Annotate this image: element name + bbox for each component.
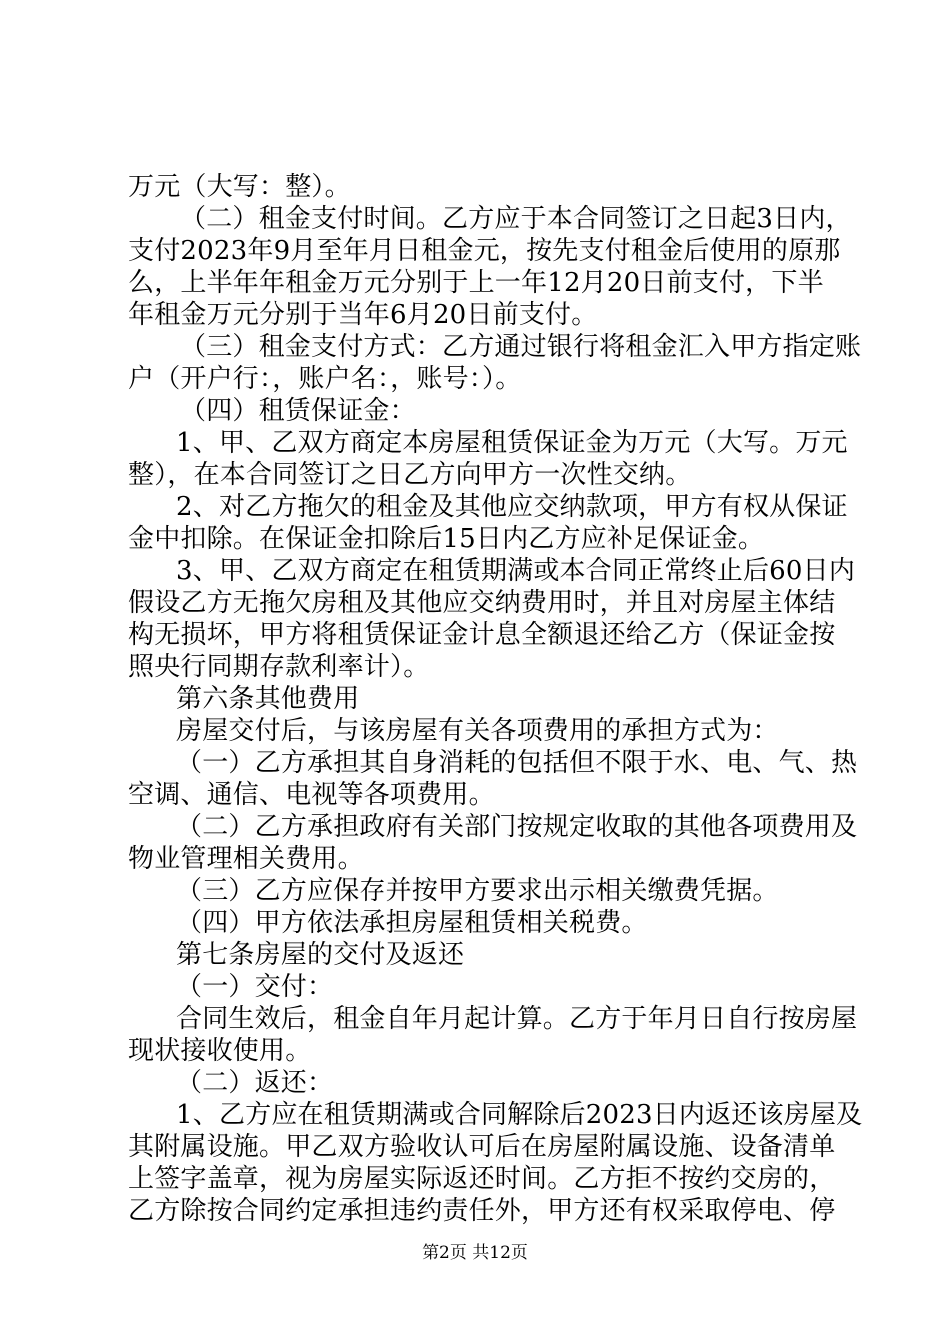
text-line: （三）租金支付方式：乙方通过银行将租金汇入甲方指定账 xyxy=(180,332,862,362)
page-number: 第2页 共12页 xyxy=(422,1243,528,1263)
text-line: 3、甲、乙双方商定在租赁期满或本合同正常终止后60日内 xyxy=(176,556,856,586)
text-line: 构无损坏，甲方将租赁保证金计息全额退还给乙方（保证金按 xyxy=(128,620,836,650)
text-line: （四）甲方依法承担房屋租赁相关税费。 xyxy=(176,908,648,938)
text-line: 物业管理相关费用。 xyxy=(128,844,364,874)
document-body xyxy=(128,171,863,1227)
text-line: 假设乙方无拖欠房租及其他应交纳费用时，并且对房屋主体结 xyxy=(128,588,836,618)
text-line: （一）乙方承担其自身消耗的包括但不限于水、电、气、热 xyxy=(176,748,858,778)
text-line: 照央行同期存款利率计）。 xyxy=(128,652,430,682)
text-line: 支付2023年9月至年月日租金元，按先支付租金后使用的原那 xyxy=(128,236,841,266)
text-line: 1、甲、乙双方商定本房屋租赁保证金为万元（大写。万元 xyxy=(176,428,848,458)
section-heading: 第六条其他费用 xyxy=(176,684,360,714)
text-line: 上签字盖章，视为房屋实际返还时间。乙方拒不按约交房的， xyxy=(128,1164,836,1194)
text-line: 整），在本合同签订之日乙方向甲方一次性交纳。 xyxy=(128,460,692,490)
text-line: 现状接收使用。 xyxy=(128,1036,312,1066)
text-line: 金中扣除。在保证金扣除后15日内乙方应补足保证金。 xyxy=(128,524,765,554)
text-line: 万元（大写：整）。 xyxy=(128,172,351,202)
text-line: （二）租金支付时间。乙方应于本合同签订之日起3日内， xyxy=(180,204,852,234)
text-line: 房屋交付后，与该房屋有关各项费用的承担方式为： xyxy=(176,716,779,746)
text-line: 空调、通信、电视等各项费用。 xyxy=(128,780,495,810)
text-line: 2、对乙方拖欠的租金及其他应交纳款项，甲方有权从保证 xyxy=(176,492,848,522)
text-line: （三）乙方应保存并按甲方要求出示相关缴费凭据。 xyxy=(176,876,779,906)
text-line: （四）租赁保证金： xyxy=(180,396,416,426)
text-line: 合同生效后，租金自年月起计算。乙方于年月日自行按房屋 xyxy=(176,1004,858,1034)
text-line: 其附属设施。甲乙双方验收认可后在房屋附属设施、设备清单 xyxy=(128,1132,836,1162)
section-heading: 第七条房屋的交付及返还 xyxy=(176,940,465,970)
text-line: 么，上半年年租金万元分别于上一年12月20日前支付，下半 xyxy=(128,268,824,298)
text-line: 乙方除按合同约定承担违约责任外，甲方还有权采取停电、停 xyxy=(128,1196,836,1226)
text-line: 户（开户行：，账户名：，账号：）。 xyxy=(128,364,522,394)
text-line: （一）交付： xyxy=(176,972,334,1002)
text-line: 1、乙方应在租赁期满或合同解除后2023日内返还该房屋及 xyxy=(176,1100,863,1130)
text-line: （二）返还： xyxy=(176,1068,334,1098)
text-line: 年租金万元分别于当年6月20日前支付。 xyxy=(128,300,598,330)
text-line: （二）乙方承担政府有关部门按规定收取的其他各项费用及 xyxy=(176,812,858,842)
